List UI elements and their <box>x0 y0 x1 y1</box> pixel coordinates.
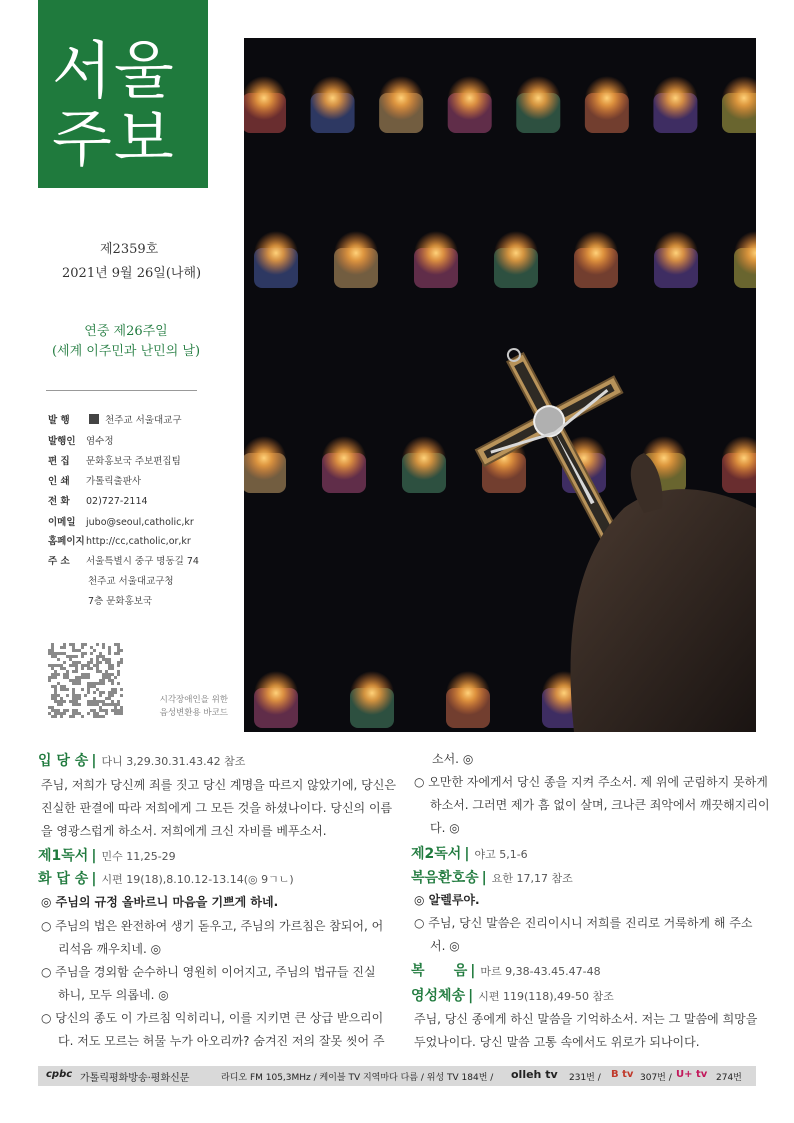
colophon-issuer <box>48 433 114 447</box>
colophon-label: 이메일 <box>48 517 76 528</box>
section-reference: 민수 11,25-29 <box>101 850 176 863</box>
colophon-editor <box>48 453 181 467</box>
colophon-publisher <box>48 412 182 426</box>
second-reading-heading: 제2독서 | 야고 5,1-6 <box>411 846 528 862</box>
colophon-label: 편 집 <box>48 456 70 467</box>
acclamation-line: ○ 주님, 당신 말씀은 진리이시니 저희를 진리로 거룩하게 해 주소 <box>414 916 753 930</box>
colophon-value: 천주교 서울대교구 <box>105 415 182 426</box>
section-reference: 야고 5,1-6 <box>474 848 528 861</box>
gospel-heading: 복 음 | 마르 9,38-43.45.47-48 <box>411 963 601 979</box>
qr-caption <box>130 694 228 720</box>
section-title: 입 당 송 <box>38 753 89 769</box>
psalm-line: 하니, 모두 의롭네. ◎ <box>58 988 169 1002</box>
olleh-tv-channel: 231번 / <box>569 1073 601 1083</box>
address-line3: 7층 문화홍보국 <box>88 596 153 607</box>
acclamation-line: 서. ◎ <box>430 939 460 953</box>
psalm-line: 리석음 깨우치네. ◎ <box>58 942 162 956</box>
sunday-name: 연중 제26주일 <box>84 324 168 339</box>
diocese-emblem-icon <box>89 414 99 424</box>
section-reference: 다니 3,29.30.31.43.42 참조 <box>101 755 246 768</box>
colophon-value: 서울특별시 중구 명동길 74 <box>86 556 199 567</box>
psalm-line: ○ 오만한 자에게서 당신 종을 지켜 주소서. 제 위에 군림하지 못하게 <box>414 775 768 789</box>
psalm-line: 다. 저도 모르는 허물 누가 아오리까? 숨겨진 저의 잘못 씻어 주 <box>58 1034 385 1048</box>
section-reference: 마르 9,38-43.45.47-48 <box>480 965 601 978</box>
sunday-subtitle: (세계 이주민과 난민의 날) <box>51 344 201 359</box>
uplus-tv-logo: U+ tv <box>676 1069 708 1080</box>
section-title: 제2독서 <box>411 846 462 862</box>
psalm-line: 소서. ◎ <box>432 752 474 766</box>
communion-line2: 두었나이다. 당신 말씀 고통 속에서도 위로가 되나이다. <box>414 1035 700 1049</box>
colophon-value: 문화홍보국 주보편집팀 <box>86 456 181 467</box>
colophon-label: 인 쇄 <box>48 476 70 487</box>
olleh-tv-logo: olleh tv <box>511 1068 558 1081</box>
btv-logo: B tv <box>611 1069 634 1080</box>
crucifix-candles-photo <box>244 38 756 732</box>
section-reference: 시편 119(118),49-50 참조 <box>478 990 614 1003</box>
qr-caption-line2: 음성변환용 바코드 <box>159 708 228 718</box>
colophon-value: 02)727-2114 <box>86 496 148 507</box>
colophon-email <box>48 514 194 528</box>
footer-org: 가톨릭평화방송·평화신문 <box>80 1073 190 1084</box>
footer-broadcast-bar <box>38 1066 756 1086</box>
entrance-line3: 을 영광스럽게 하소서. 저희에게 크신 자비를 베푸소서. <box>41 824 327 838</box>
masthead-title-line2: 주보 <box>52 102 176 175</box>
section-title: 제1독서 <box>38 848 89 864</box>
colophon-value: 염수정 <box>86 436 114 447</box>
colophon-label: 홈페이지 <box>48 536 85 547</box>
communion-line1: 주님, 당신 종에게 하신 말씀을 기억하소서. 저는 그 말씀에 희망을 <box>414 1012 758 1026</box>
qr-caption-line1: 시각장애인을 위한 <box>159 695 228 705</box>
divider <box>46 390 197 391</box>
cpbc-logo: cpbc <box>46 1069 73 1080</box>
colophon-value: 가톨릭출판사 <box>86 476 142 487</box>
footer-channels: 라디오 FM 105,3MHz / 케이블 TV 지역마다 다름 / 위성 TV 184번 / <box>221 1073 494 1083</box>
entrance-antiphon-heading: 입 당 송 | 다니 3,29.30.31.43.42 참조 <box>38 753 246 769</box>
psalm-line: 다. ◎ <box>430 821 460 835</box>
colophon-label: 전 화 <box>48 496 70 507</box>
first-reading-heading: 제1독서 | 민수 11,25-29 <box>38 848 176 864</box>
psalm-line: ○ 당신의 종도 이 가르침 익히리니, 이를 지키면 큰 상급 받으리이 <box>41 1011 384 1025</box>
section-reference: 요한 17,17 참조 <box>491 872 573 885</box>
entrance-line1: 주님, 저희가 당신께 죄를 짓고 당신 계명을 따르지 않았기에, 당신은 <box>41 778 396 792</box>
psalm-line: 하소서. 그러면 제가 흠 없이 살며, 크나큰 죄악에서 깨끗해지리이 <box>430 798 770 812</box>
psalm-response: ◎ 주님의 규정 올바르니 마음을 기쁘게 하네. <box>41 895 279 909</box>
acclamation-response: ◎ 알렐루야. <box>414 893 480 907</box>
masthead-title-line1: 서울 <box>52 34 176 107</box>
section-title: 복 음 <box>411 963 468 979</box>
psalm-heading: 화 답 송 | 시편 19(18),8.10.12-13.14(◎ 9ㄱㄴ) <box>38 871 294 887</box>
section-title: 복음환호송 <box>411 870 479 886</box>
issue-date: 2021년 9월 26일(나해) <box>62 266 202 281</box>
uplus-tv-channel: 274번 <box>716 1073 742 1083</box>
psalm-line: ○ 주님의 법은 완전하여 생기 돋우고, 주님의 가르침은 참되어, 어 <box>41 919 384 933</box>
qr-barcode[interactable] <box>48 643 123 718</box>
colophon-address <box>48 553 199 567</box>
communion-heading: 영성체송 | 시편 119(118),49-50 참조 <box>411 988 614 1004</box>
gospel-acclamation-heading: 복음환호송 | 요한 17,17 참조 <box>411 870 573 886</box>
colophon-label: 주 소 <box>48 556 70 567</box>
masthead <box>38 0 208 188</box>
colophon-value[interactable]: jubo@seoul,catholic,kr <box>86 517 194 528</box>
entrance-line2: 진실한 판결에 따라 저희에게 그 모든 것을 하셨나이다. 당신의 이름 <box>41 801 393 815</box>
colophon-homepage <box>48 533 191 547</box>
colophon-value[interactable]: http://cc,catholic,or,kr <box>86 536 191 547</box>
issue-number: 제2359호 <box>100 242 159 257</box>
colophon-label: 발 행 <box>48 415 70 426</box>
colophon-printer <box>48 473 141 487</box>
section-title: 화 답 송 <box>38 871 89 887</box>
psalm-line: ○ 주님을 경외함 순수하니 영원히 이어지고, 주님의 법규들 진실 <box>41 965 376 979</box>
address-line2: 천주교 서울대교구청 <box>88 576 174 587</box>
btv-channel: 307번 / <box>640 1073 672 1083</box>
section-reference: 시편 19(18),8.10.12-13.14(◎ 9ㄱㄴ) <box>101 873 294 886</box>
section-title: 영성체송 <box>411 988 466 1004</box>
colophon-label: 발행인 <box>48 436 76 447</box>
colophon-phone <box>48 493 148 507</box>
